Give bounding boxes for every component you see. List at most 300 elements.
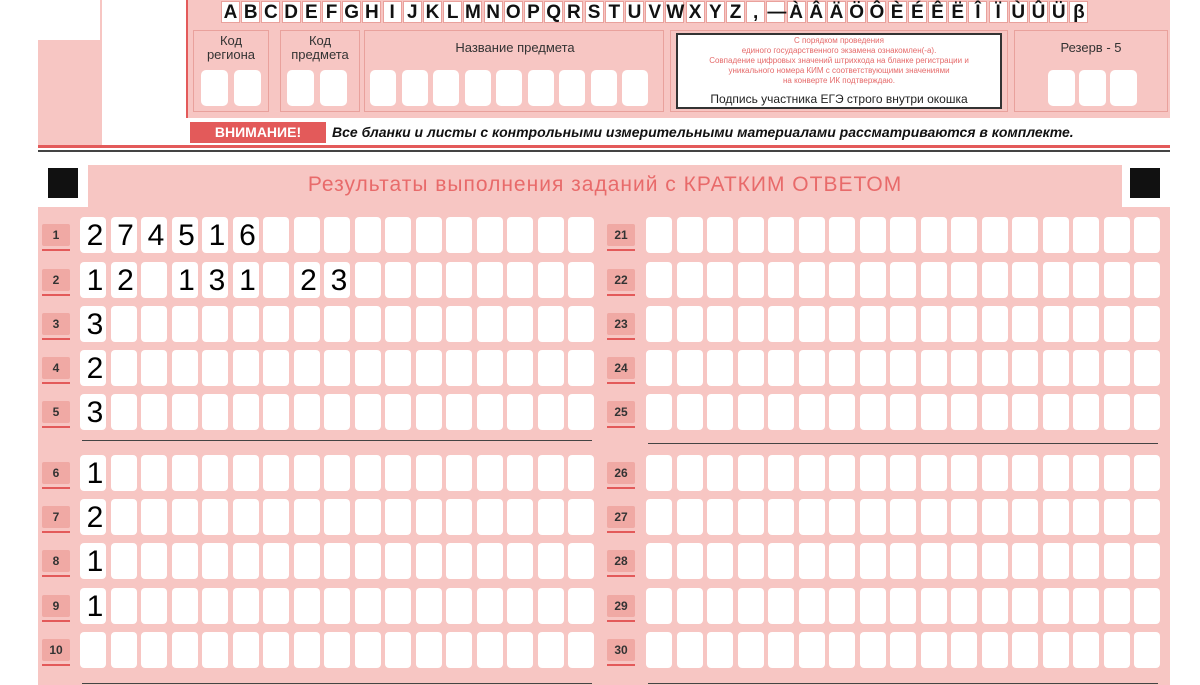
answer-cell[interactable] — [385, 306, 411, 342]
answer-cell[interactable] — [860, 455, 886, 491]
answer-cell[interactable] — [111, 632, 137, 668]
answer-cell[interactable] — [385, 499, 411, 535]
answer-cell[interactable] — [677, 499, 703, 535]
answer-cell[interactable] — [829, 262, 855, 298]
answer-cell[interactable] — [677, 306, 703, 342]
answer-cell[interactable] — [921, 306, 947, 342]
answer-cell[interactable] — [446, 306, 472, 342]
answer-cell[interactable] — [1104, 262, 1130, 298]
answer-cell[interactable] — [677, 632, 703, 668]
answer-cell[interactable] — [1104, 394, 1130, 430]
answer-cell[interactable] — [141, 632, 167, 668]
answer-cell[interactable] — [829, 350, 855, 386]
answer-cell[interactable] — [324, 350, 350, 386]
answer-cell[interactable] — [538, 632, 564, 668]
answer-cell[interactable] — [538, 306, 564, 342]
answer-cell[interactable] — [446, 543, 472, 579]
answer-cell[interactable] — [233, 588, 259, 624]
answer-cell[interactable] — [233, 306, 259, 342]
answer-cell[interactable] — [111, 306, 137, 342]
answer-cell[interactable] — [860, 306, 886, 342]
answer-cell[interactable] — [646, 262, 672, 298]
answer-cell[interactable] — [677, 588, 703, 624]
answer-cell[interactable] — [294, 394, 320, 430]
answer-cell[interactable] — [646, 543, 672, 579]
answer-cell[interactable] — [1012, 217, 1038, 253]
answer-cell[interactable] — [738, 588, 764, 624]
answer-cell[interactable] — [233, 350, 259, 386]
answer-cell[interactable] — [446, 632, 472, 668]
answer-cell[interactable] — [738, 543, 764, 579]
answer-cell[interactable] — [538, 455, 564, 491]
answer-cell[interactable] — [677, 543, 703, 579]
answer-cell[interactable] — [416, 217, 442, 253]
answer-cell[interactable] — [324, 632, 350, 668]
answer-cell[interactable] — [477, 350, 503, 386]
answer-cell[interactable] — [1104, 588, 1130, 624]
answer-cell[interactable] — [829, 632, 855, 668]
answer-cell[interactable] — [446, 588, 472, 624]
answer-cell[interactable] — [141, 588, 167, 624]
answer-cell[interactable] — [324, 394, 350, 430]
answer-cell[interactable] — [1043, 455, 1069, 491]
answer-cell[interactable] — [738, 455, 764, 491]
answer-cell[interactable] — [982, 394, 1008, 430]
answer-cell[interactable] — [829, 588, 855, 624]
answer-cell[interactable] — [568, 543, 594, 579]
answer-cell[interactable] — [982, 499, 1008, 535]
answer-cell[interactable] — [1104, 499, 1130, 535]
answer-cell[interactable] — [446, 499, 472, 535]
answer-cell[interactable] — [355, 455, 381, 491]
answer-cell[interactable] — [1043, 632, 1069, 668]
answer-cell[interactable] — [921, 262, 947, 298]
answer-cell[interactable] — [982, 588, 1008, 624]
answer-cell[interactable] — [921, 394, 947, 430]
answer-cell[interactable] — [646, 217, 672, 253]
answer-cell[interactable] — [202, 499, 228, 535]
answer-cell[interactable] — [1012, 306, 1038, 342]
answer-cell[interactable] — [477, 262, 503, 298]
answer-cell[interactable] — [1134, 394, 1160, 430]
answer-cell[interactable] — [1012, 588, 1038, 624]
answer-cell[interactable] — [385, 588, 411, 624]
answer-cell[interactable] — [507, 588, 533, 624]
answer-cell[interactable] — [172, 350, 198, 386]
answer-cell[interactable] — [707, 217, 733, 253]
answer-cell[interactable] — [1134, 306, 1160, 342]
answer-cell[interactable] — [1043, 499, 1069, 535]
answer-cell[interactable] — [233, 499, 259, 535]
answer-cell[interactable] — [677, 455, 703, 491]
answer-cell[interactable] — [890, 499, 916, 535]
answer-cell[interactable] — [890, 543, 916, 579]
answer-cell[interactable] — [294, 543, 320, 579]
answer-cell[interactable] — [890, 455, 916, 491]
answer-cell[interactable] — [416, 350, 442, 386]
answer-cell[interactable] — [890, 306, 916, 342]
answer-cell[interactable] — [890, 350, 916, 386]
answer-cell[interactable] — [1073, 632, 1099, 668]
answer-cell[interactable] — [477, 217, 503, 253]
answer-cell[interactable] — [507, 632, 533, 668]
answer-cell[interactable] — [141, 543, 167, 579]
answer-cell[interactable] — [263, 632, 289, 668]
answer-cell[interactable] — [172, 588, 198, 624]
answer-cell[interactable] — [1104, 350, 1130, 386]
answer-cell[interactable] — [141, 350, 167, 386]
answer-cell[interactable] — [982, 543, 1008, 579]
answer-cell[interactable] — [568, 217, 594, 253]
answer-cell[interactable] — [707, 306, 733, 342]
answer-cell[interactable] — [1134, 217, 1160, 253]
answer-cell[interactable] — [768, 262, 794, 298]
answer-cell[interactable] — [233, 455, 259, 491]
answer-cell[interactable] — [1134, 499, 1160, 535]
answer-cell[interactable] — [860, 394, 886, 430]
answer-cell[interactable] — [799, 217, 825, 253]
answer-cell[interactable] — [263, 306, 289, 342]
answer-cell[interactable] — [263, 262, 289, 298]
answer-cell[interactable] — [1043, 306, 1069, 342]
answer-cell[interactable] — [890, 262, 916, 298]
answer-cell[interactable] — [921, 499, 947, 535]
answer-cell[interactable] — [921, 543, 947, 579]
answer-cell[interactable] — [768, 350, 794, 386]
answer-cell[interactable] — [80, 632, 106, 668]
answer-cell[interactable] — [677, 350, 703, 386]
answer-cell[interactable] — [355, 350, 381, 386]
answer-cell[interactable] — [860, 217, 886, 253]
answer-cell[interactable] — [172, 306, 198, 342]
answer-cell[interactable] — [921, 350, 947, 386]
answer-cell[interactable] — [799, 394, 825, 430]
answer-cell[interactable] — [507, 262, 533, 298]
answer-cell[interactable] — [738, 499, 764, 535]
answer-cell[interactable] — [355, 543, 381, 579]
answer-cell[interactable] — [707, 499, 733, 535]
answer-cell[interactable] — [446, 262, 472, 298]
answer-cell[interactable] — [860, 262, 886, 298]
answer-cell[interactable] — [951, 350, 977, 386]
answer-cell[interactable] — [860, 632, 886, 668]
answer-cell[interactable] — [799, 588, 825, 624]
answer-cell[interactable] — [646, 632, 672, 668]
answer-cell[interactable] — [1073, 543, 1099, 579]
answer-cell[interactable] — [263, 455, 289, 491]
answer-cell[interactable] — [982, 350, 1008, 386]
answer-cell[interactable] — [1104, 632, 1130, 668]
answer-cell[interactable] — [1073, 306, 1099, 342]
answer-cell[interactable] — [738, 350, 764, 386]
answer-cell[interactable] — [707, 262, 733, 298]
answer-cell[interactable] — [707, 394, 733, 430]
answer-cell[interactable] — [538, 217, 564, 253]
answer-cell[interactable] — [477, 632, 503, 668]
answer-cell[interactable] — [477, 543, 503, 579]
answer-cell[interactable] — [355, 588, 381, 624]
answer-cell[interactable] — [1073, 455, 1099, 491]
answer-cell[interactable] — [860, 350, 886, 386]
answer-cell[interactable] — [677, 394, 703, 430]
answer-cell[interactable] — [982, 455, 1008, 491]
answer-cell[interactable] — [294, 455, 320, 491]
answer-cell[interactable] — [1104, 455, 1130, 491]
answer-cell[interactable] — [951, 394, 977, 430]
answer-cell[interactable] — [568, 632, 594, 668]
answer-cell[interactable] — [707, 455, 733, 491]
answer-cell[interactable] — [202, 588, 228, 624]
answer-cell[interactable] — [1043, 394, 1069, 430]
answer-cell[interactable] — [141, 306, 167, 342]
answer-cell[interactable] — [172, 543, 198, 579]
answer-cell[interactable] — [677, 217, 703, 253]
answer-cell[interactable] — [355, 394, 381, 430]
answer-cell[interactable] — [568, 394, 594, 430]
answer-cell[interactable] — [385, 455, 411, 491]
answer-cell[interactable] — [538, 394, 564, 430]
answer-cell[interactable] — [202, 543, 228, 579]
answer-cell[interactable] — [263, 350, 289, 386]
answer-cell[interactable] — [111, 350, 137, 386]
answer-cell[interactable] — [202, 632, 228, 668]
answer-cell[interactable] — [951, 499, 977, 535]
answer-cell[interactable] — [233, 394, 259, 430]
answer-cell[interactable] — [799, 306, 825, 342]
answer-cell[interactable] — [446, 217, 472, 253]
answer-cell[interactable] — [1134, 543, 1160, 579]
answer-cell[interactable] — [477, 588, 503, 624]
answer-cell[interactable] — [568, 306, 594, 342]
answer-cell[interactable] — [324, 543, 350, 579]
answer-cell[interactable] — [507, 499, 533, 535]
answer-cell[interactable] — [202, 306, 228, 342]
answer-cell[interactable] — [646, 455, 672, 491]
answer-cell[interactable] — [1104, 217, 1130, 253]
answer-cell[interactable] — [385, 350, 411, 386]
answer-cell[interactable] — [1012, 262, 1038, 298]
answer-cell[interactable] — [1043, 543, 1069, 579]
answer-cell[interactable] — [416, 499, 442, 535]
answer-cell[interactable] — [829, 394, 855, 430]
answer-cell[interactable] — [355, 262, 381, 298]
answer-cell[interactable] — [385, 217, 411, 253]
answer-cell[interactable] — [1043, 217, 1069, 253]
answer-cell[interactable] — [768, 217, 794, 253]
answer-cell[interactable] — [646, 306, 672, 342]
answer-cell[interactable] — [538, 588, 564, 624]
answer-cell[interactable] — [768, 306, 794, 342]
answer-cell[interactable] — [568, 499, 594, 535]
answer-cell[interactable] — [1073, 588, 1099, 624]
answer-cell[interactable] — [233, 632, 259, 668]
answer-cell[interactable] — [738, 394, 764, 430]
answer-cell[interactable] — [829, 543, 855, 579]
answer-cell[interactable] — [416, 455, 442, 491]
answer-cell[interactable] — [1073, 499, 1099, 535]
answer-cell[interactable] — [1134, 632, 1160, 668]
answer-cell[interactable] — [507, 394, 533, 430]
answer-cell[interactable] — [1134, 262, 1160, 298]
answer-cell[interactable] — [294, 588, 320, 624]
answer-cell[interactable] — [477, 306, 503, 342]
answer-cell[interactable] — [768, 588, 794, 624]
answer-cell[interactable] — [507, 217, 533, 253]
answer-cell[interactable] — [1043, 350, 1069, 386]
answer-cell[interactable] — [890, 632, 916, 668]
answer-cell[interactable] — [1073, 217, 1099, 253]
answer-cell[interactable] — [799, 455, 825, 491]
answer-cell[interactable] — [768, 394, 794, 430]
answer-cell[interactable] — [1043, 588, 1069, 624]
answer-cell[interactable] — [921, 455, 947, 491]
answer-cell[interactable] — [538, 262, 564, 298]
answer-cell[interactable] — [385, 632, 411, 668]
answer-cell[interactable] — [324, 217, 350, 253]
answer-cell[interactable] — [538, 499, 564, 535]
answer-cell[interactable] — [172, 632, 198, 668]
answer-cell[interactable] — [829, 217, 855, 253]
answer-cell[interactable] — [385, 394, 411, 430]
answer-cell[interactable] — [385, 543, 411, 579]
answer-cell[interactable] — [829, 499, 855, 535]
answer-cell[interactable] — [111, 394, 137, 430]
answer-cell[interactable] — [263, 499, 289, 535]
answer-cell[interactable] — [951, 455, 977, 491]
answer-cell[interactable] — [707, 588, 733, 624]
answer-cell[interactable] — [172, 394, 198, 430]
answer-cell[interactable] — [416, 543, 442, 579]
answer-cell[interactable] — [951, 217, 977, 253]
answer-cell[interactable] — [982, 262, 1008, 298]
answer-cell[interactable] — [1012, 350, 1038, 386]
answer-cell[interactable] — [568, 588, 594, 624]
answer-cell[interactable] — [646, 394, 672, 430]
answer-cell[interactable] — [1012, 499, 1038, 535]
answer-cell[interactable] — [172, 455, 198, 491]
answer-cell[interactable] — [141, 455, 167, 491]
answer-cell[interactable] — [738, 306, 764, 342]
answer-cell[interactable] — [385, 262, 411, 298]
answer-cell[interactable] — [860, 588, 886, 624]
answer-cell[interactable] — [355, 632, 381, 668]
answer-cell[interactable] — [355, 217, 381, 253]
answer-cell[interactable] — [263, 588, 289, 624]
answer-cell[interactable] — [921, 217, 947, 253]
answer-cell[interactable] — [111, 455, 137, 491]
answer-cell[interactable] — [202, 455, 228, 491]
answer-cell[interactable] — [263, 543, 289, 579]
answer-cell[interactable] — [738, 262, 764, 298]
answer-cell[interactable] — [111, 543, 137, 579]
answer-cell[interactable] — [799, 632, 825, 668]
answer-cell[interactable] — [1012, 632, 1038, 668]
answer-cell[interactable] — [172, 499, 198, 535]
answer-cell[interactable] — [416, 262, 442, 298]
answer-cell[interactable] — [538, 350, 564, 386]
answer-cell[interactable] — [477, 499, 503, 535]
answer-cell[interactable] — [707, 632, 733, 668]
answer-cell[interactable] — [294, 632, 320, 668]
answer-cell[interactable] — [568, 350, 594, 386]
answer-cell[interactable] — [799, 350, 825, 386]
answer-cell[interactable] — [707, 543, 733, 579]
answer-cell[interactable] — [738, 632, 764, 668]
answer-cell[interactable] — [141, 394, 167, 430]
answer-cell[interactable] — [263, 394, 289, 430]
answer-cell[interactable] — [951, 306, 977, 342]
answer-cell[interactable] — [355, 499, 381, 535]
answer-cell[interactable] — [446, 455, 472, 491]
answer-cell[interactable] — [860, 543, 886, 579]
answer-cell[interactable] — [507, 455, 533, 491]
answer-cell[interactable] — [951, 262, 977, 298]
answer-cell[interactable] — [324, 499, 350, 535]
answer-cell[interactable] — [982, 217, 1008, 253]
answer-cell[interactable] — [768, 455, 794, 491]
answer-cell[interactable] — [324, 588, 350, 624]
answer-cell[interactable] — [568, 262, 594, 298]
answer-cell[interactable] — [799, 543, 825, 579]
answer-cell[interactable] — [1073, 394, 1099, 430]
answer-cell[interactable] — [507, 350, 533, 386]
answer-cell[interactable] — [1134, 350, 1160, 386]
answer-cell[interactable] — [355, 306, 381, 342]
answer-cell[interactable] — [141, 262, 167, 298]
answer-cell[interactable] — [677, 262, 703, 298]
answer-cell[interactable] — [1073, 350, 1099, 386]
answer-cell[interactable] — [768, 499, 794, 535]
answer-cell[interactable] — [263, 217, 289, 253]
answer-cell[interactable] — [294, 217, 320, 253]
answer-cell[interactable] — [768, 543, 794, 579]
answer-cell[interactable] — [111, 499, 137, 535]
answer-cell[interactable] — [646, 350, 672, 386]
answer-cell[interactable] — [890, 588, 916, 624]
answer-cell[interactable] — [982, 306, 1008, 342]
answer-cell[interactable] — [1104, 543, 1130, 579]
answer-cell[interactable] — [921, 632, 947, 668]
answer-cell[interactable] — [294, 499, 320, 535]
answer-cell[interactable] — [477, 394, 503, 430]
answer-cell[interactable] — [1012, 394, 1038, 430]
answer-cell[interactable] — [416, 306, 442, 342]
answer-cell[interactable] — [707, 350, 733, 386]
answer-cell[interactable] — [233, 543, 259, 579]
answer-cell[interactable] — [951, 632, 977, 668]
answer-cell[interactable] — [324, 306, 350, 342]
answer-cell[interactable] — [446, 350, 472, 386]
answer-cell[interactable] — [951, 543, 977, 579]
answer-cell[interactable] — [768, 632, 794, 668]
answer-cell[interactable] — [951, 588, 977, 624]
answer-cell[interactable] — [921, 588, 947, 624]
answer-cell[interactable] — [416, 394, 442, 430]
answer-cell[interactable] — [890, 394, 916, 430]
answer-cell[interactable] — [507, 543, 533, 579]
answer-cell[interactable] — [477, 455, 503, 491]
answer-cell[interactable] — [111, 588, 137, 624]
answer-cell[interactable] — [829, 455, 855, 491]
answer-cell[interactable] — [646, 499, 672, 535]
answer-cell[interactable] — [568, 455, 594, 491]
answer-cell[interactable] — [324, 455, 350, 491]
answer-cell[interactable] — [202, 350, 228, 386]
answer-cell[interactable] — [294, 350, 320, 386]
answer-cell[interactable] — [890, 217, 916, 253]
answer-cell[interactable] — [416, 588, 442, 624]
answer-cell[interactable] — [507, 306, 533, 342]
